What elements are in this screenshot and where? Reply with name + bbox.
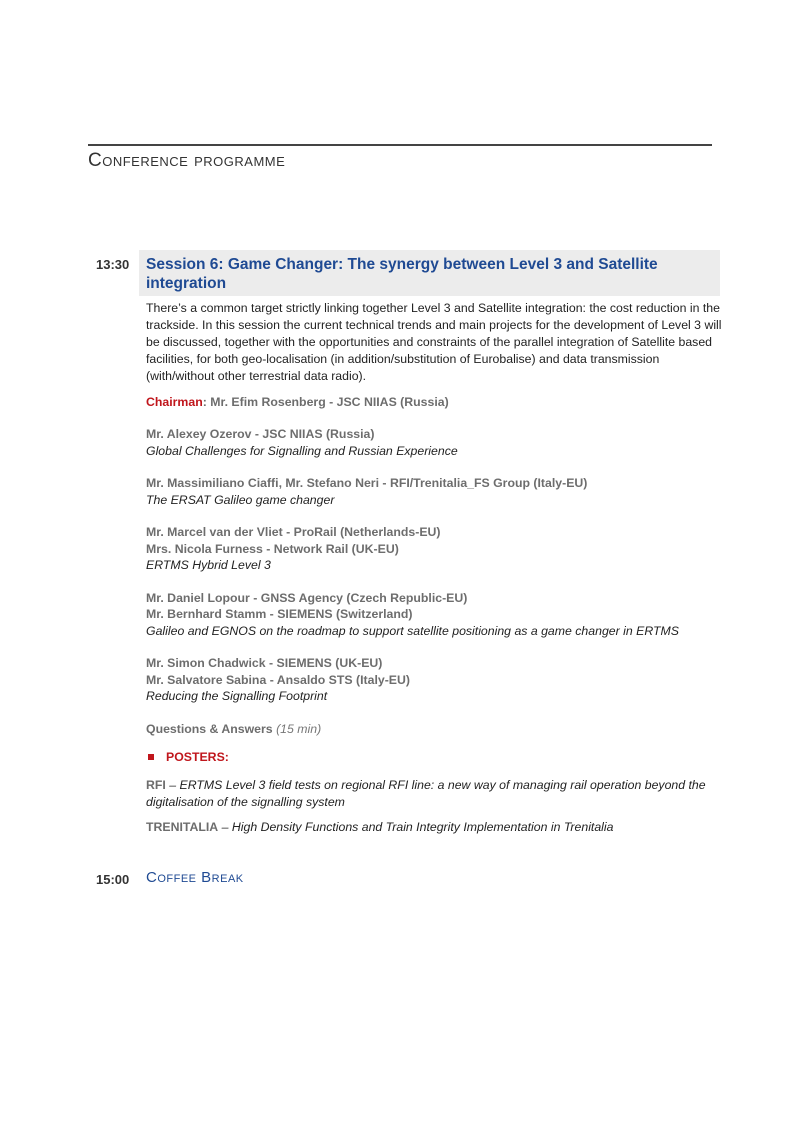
talk-speaker: Mr. Daniel Lopour - GNSS Agency (Czech Republic-EU) — [146, 590, 468, 605]
session-title: Session 6: Game Changer: The synergy between Level 3 and Satellite integration — [146, 256, 658, 292]
qa-line — [146, 721, 726, 737]
talk-speaker: Mr. Salvatore Sabina - Ansaldo STS (Italy-EU) — [146, 672, 410, 687]
poster-title: High Density Functions and Train Integrity Implementation in Trenitalia — [231, 819, 614, 834]
talk-1 — [146, 426, 726, 459]
poster-separator: – — [218, 819, 232, 834]
session-content — [146, 300, 726, 844]
talk-3 — [146, 524, 726, 574]
session-description: There’s a common target strictly linking together Level 3 and Satellite integration: the cost reduction in the trackside. In this session the current technical trends and main projects for the development of Level 3 will be discussed, together with the opportunities and constraints of the parallel integration of Satellite based facilities, for both geo-localisation (in addition/substitution of Eurobalise) and data transmission (with/without other terrestrial data radio). — [146, 301, 722, 383]
chairman-line — [146, 394, 726, 410]
poster-org: TRENITALIA — [146, 819, 219, 834]
talk-speaker: Mr. Massimiliano Ciaffi, Mr. Stefano Neri - RFI/Trenitalia_FS Group (Italy-EU) — [146, 476, 588, 490]
talk-title: Global Challenges for Signalling and Russian Experience — [146, 443, 458, 458]
poster-title: ERTMS Level 3 field tests on regional RFI line: a new way of managing rail operation beyond the digitalisation of the signalling system — [146, 777, 706, 809]
qa-label: Questions & Answers — [146, 721, 273, 736]
square-bullet-icon — [148, 754, 154, 760]
talk-title: Reducing the Signalling Footprint — [146, 689, 328, 703]
page-heading: Conference programme — [88, 150, 286, 171]
top-rule — [88, 144, 712, 146]
talk-speaker: Mr. Marcel van der Vliet - ProRail (Netherlands-EU) — [146, 525, 441, 539]
posters-label: POSTERS: — [166, 749, 229, 764]
chairman-name: : Mr. Efim Rosenberg - JSC NIIAS (Russia) — [202, 395, 449, 409]
session-time: 13:30 — [96, 257, 130, 272]
poster-item — [146, 819, 726, 836]
talk-2 — [146, 475, 726, 508]
qa-duration: (15 min) — [276, 721, 322, 736]
chairman-label: Chairman — [146, 395, 203, 409]
talk-speaker: Mrs. Nicola Furness - Network Rail (UK-EU) — [146, 541, 399, 556]
poster-item — [146, 777, 726, 811]
talk-speaker: Mr. Alexey Ozerov - JSC NIIAS (Russia) — [146, 427, 375, 441]
talk-5 — [146, 655, 726, 705]
break-time: 15:00 — [96, 872, 130, 887]
talk-title: The ERSAT Galileo game changer — [146, 492, 335, 507]
poster-org: RFI — [146, 777, 166, 792]
talk-title: ERTMS Hybrid Level 3 — [146, 558, 271, 572]
talk-4 — [146, 590, 726, 640]
talk-title: Galileo and EGNOS on the roadmap to support satellite positioning as a game changer in ERTMS — [146, 623, 679, 638]
poster-separator: – — [165, 777, 180, 792]
talk-speaker: Mr. Bernhard Stamm - SIEMENS (Switzerland) — [146, 607, 413, 621]
posters-heading — [146, 749, 726, 765]
talk-speaker: Mr. Simon Chadwick - SIEMENS (UK-EU) — [146, 656, 383, 670]
coffee-break-label: Coffee Break — [146, 869, 244, 886]
